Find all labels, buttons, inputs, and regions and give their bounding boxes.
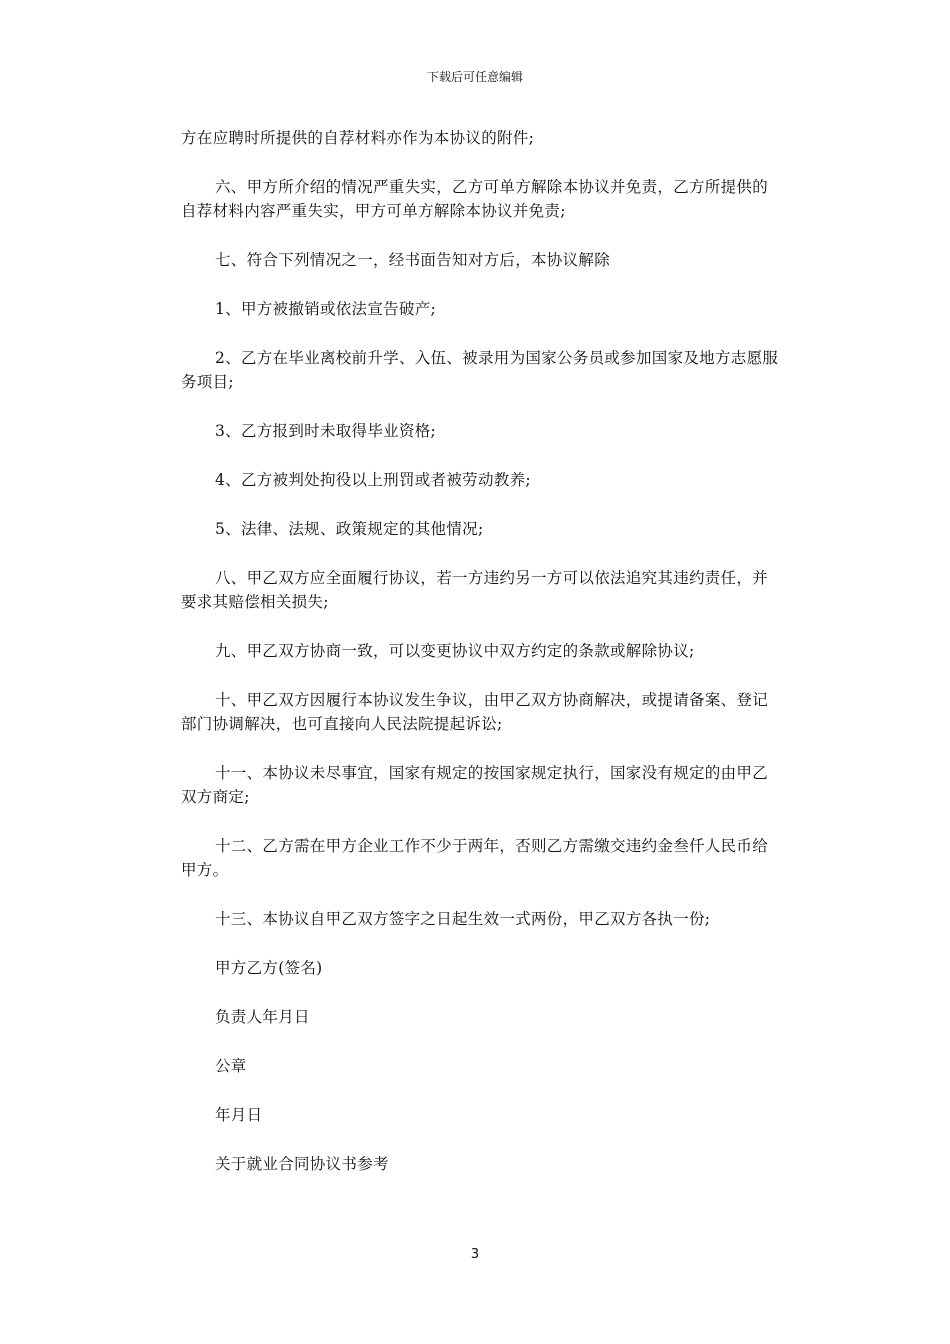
- clause-twelve: 十二、乙方需在甲方企业工作不少于两年，否则乙方需缴交违约金叁仟人民币给甲方。: [181, 837, 769, 879]
- clause-six: 六、甲方所介绍的情况严重失实，乙方可单方解除本协议并免责，乙方所提供的自荐材料内容严重失实，甲方可单方解除本协议并免责;: [181, 178, 769, 220]
- clause-thirteen: 十三、本协议自甲乙双方签字之日起生效一式两份，甲乙双方各执一份;: [215, 910, 711, 928]
- signature-parties: 甲方乙方(签名): [215, 959, 323, 977]
- section-heading: 关于就业合同协议书参考: [215, 1155, 389, 1173]
- clause-eleven: 十一、本协议未尽事宜，国家有规定的按国家规定执行，国家没有规定的由甲乙双方商定;: [181, 764, 769, 806]
- signature-seal: 公章: [215, 1057, 247, 1075]
- clause-seven: 七、符合下列情况之一，经书面告知对方后，本协议解除: [215, 251, 611, 269]
- signature-responsible-date: 负责人年月日: [215, 1008, 310, 1026]
- clause-eight: 八、甲乙双方应全面履行协议，若一方违约另一方可以依法追究其违约责任，并要求其赔偿相关损失;: [181, 569, 769, 611]
- page-header: 下载后可任意编辑: [426, 70, 523, 84]
- clause-seven-item-5: 5、法律、法规、政策规定的其他情况;: [215, 520, 484, 538]
- clause-ten: 十、甲乙双方因履行本协议发生争议，由甲乙双方协商解决，或提请备案、登记部门协调解决，也可直接向人民法院提起诉讼;: [181, 691, 769, 733]
- clause-seven-item-2: 2、乙方在毕业离校前升学、入伍、被录用为国家公务员或参加国家及地方志愿服务项目;: [181, 349, 779, 391]
- clause-nine: 九、甲乙双方协商一致，可以变更协议中双方约定的条款或解除协议;: [215, 642, 695, 660]
- page-number: 3: [470, 1247, 480, 1262]
- signature-date: 年月日: [215, 1106, 263, 1124]
- clause-seven-item-3: 3、乙方报到时未取得毕业资格;: [215, 422, 437, 440]
- document-body: [181, 126, 781, 1201]
- clause-seven-item-4: 4、乙方被判处拘役以上刑罚或者被劳动教养;: [215, 471, 531, 489]
- paragraph-continuation: 方在应聘时所提供的自荐材料亦作为本协议的附件;: [181, 129, 535, 147]
- clause-seven-item-1: 1、甲方被撤销或依法宣告破产;: [215, 300, 437, 318]
